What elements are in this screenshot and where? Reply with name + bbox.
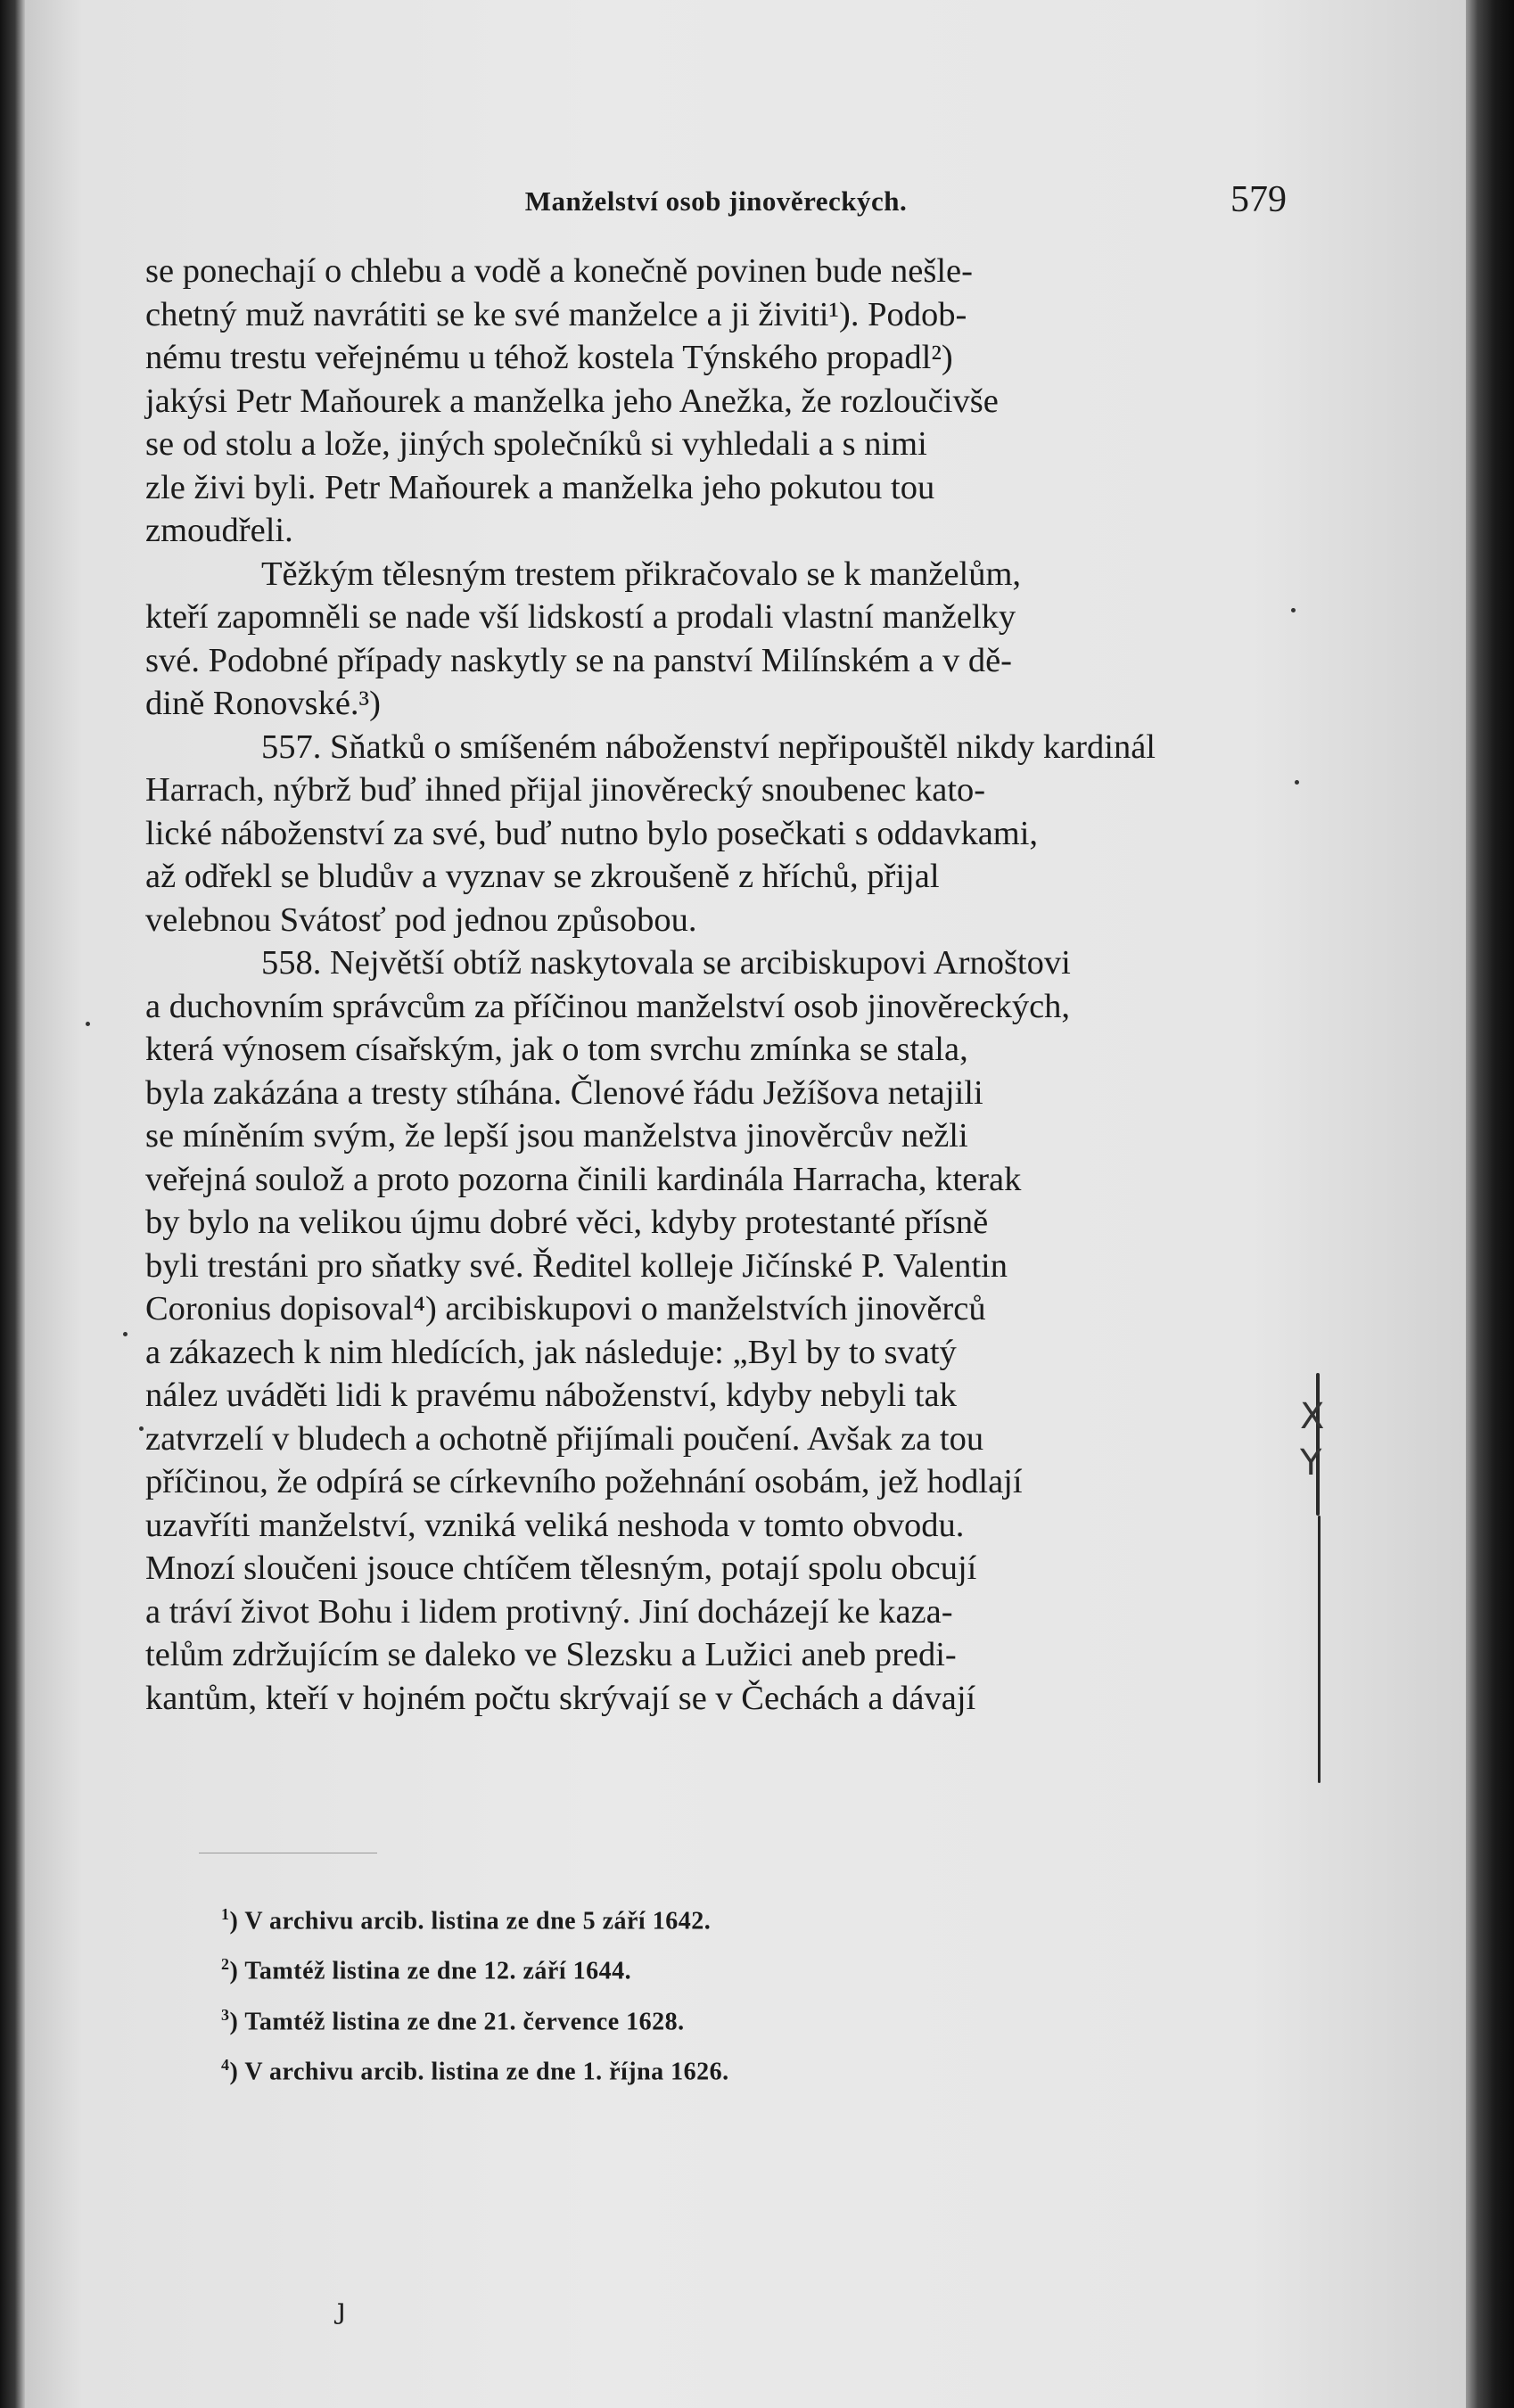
margin-dot	[139, 1426, 144, 1431]
text-line: až odřekl se bludův a vyznav se zkroušeně z hříchů, přijal	[145, 858, 940, 895]
text-line: byli trestáni pro sňatky své. Ředitel kolleje Jičínské P. Valentin	[145, 1246, 1008, 1285]
margin-dot	[1291, 608, 1296, 612]
text-line: zle živi byli. Petr Maňourek a manželka jeho pokutou tou	[145, 468, 935, 506]
text-line: se od stolu a lože, jiných společníků si vyhledali a s nimi	[145, 425, 927, 463]
margin-dot	[86, 1022, 90, 1026]
section-558-line: 558. Největší obtíž naskytovala se arcibiskupovi Arnoštovi	[261, 944, 1071, 982]
text-line: a duchovním správcům za příčinou manželství osob jinověreckých,	[145, 987, 1071, 1025]
footnote-3: $^3$) Tamtéž listina ze dne 21. července 1628.	[221, 2005, 685, 2035]
bottom-ink-mark: ȷ	[337, 2291, 346, 2325]
text-line: dině Ronovské.³)	[145, 685, 381, 722]
scan-right-edge	[1466, 0, 1514, 2408]
text-line: zmoudřeli.	[145, 512, 293, 549]
text-line: jakýsi Petr Maňourek a manželka jeho Anežka, že rozloučivše	[145, 382, 999, 420]
text-line: zatvrzelí v bludech a ochotně přijímali poučení. Avšak za tou	[145, 1419, 984, 1458]
body-text	[145, 250, 1287, 1720]
running-title: Manželství osob jinověreckých.	[524, 185, 908, 217]
text-line: velebnou Svátosť pod jednou způsobou.	[145, 900, 697, 939]
text-line: se ponechají o chlebu a vodě a konečně povinen bude nešle-	[145, 252, 973, 290]
text-line: a zákazech k nim hledících, jak následuje: „Byl by to svatý	[145, 1333, 957, 1371]
text-line: a tráví život Bohu i lidem protivný. Jiní docházejí ke kaza-	[145, 1592, 953, 1631]
section-557-line: 557. Sňatků o smíšeném náboženství nepřipouštěl nikdy kardinál	[261, 727, 1156, 766]
page-header	[145, 178, 1287, 232]
text-line: byla zakázána a tresty stíhána. Členové řádu Ježíšova netajili	[145, 1073, 983, 1112]
paragraph-start-line: Těžkým tělesným trestem přikračovalo se k manželům,	[261, 555, 1022, 593]
text-line: Harrach, nýbrž buď ihned přijal jinověrecký snoubenec kato-	[145, 771, 986, 809]
text-line: nému trestu veřejnému u téhož kostela Týnského propadl²)	[145, 339, 953, 376]
text-line: Mnozí sloučeni jsouce chtíčem tělesným, potají spolu obcují	[145, 1549, 977, 1587]
text-line: kantům, kteří v hojném počtu skrývají se v Čechách a dávají	[145, 1679, 976, 1717]
text-line: příčinou, že odpírá se církevního požehnání osobám, jež hodlají	[145, 1463, 1023, 1500]
scan-left-edge	[0, 0, 25, 2408]
margin-dot	[123, 1332, 128, 1336]
text-line: veřejná soulož a proto pozorna činili kardinála Harracha, kterak	[145, 1160, 1022, 1198]
page-number: 579	[1230, 179, 1287, 220]
margin-cross-mark: X	[1300, 1396, 1325, 1437]
text-line: uzavříti manželství, vzniká veliká neshoda v tomto obvodu.	[145, 1506, 965, 1544]
text-line: nález uváděti lidi k pravému náboženství, kdyby nebyli tak	[145, 1377, 957, 1414]
text-line: Coronius dopisoval⁴) arcibiskupovi o manželstvích jinověrců	[145, 1290, 986, 1327]
text-line: by bylo na velikou újmu dobré věci, kdyby protestanté přísně	[145, 1204, 989, 1241]
text-line: telům zdržujícím se daleko ve Slezsku a Lužici aneb predi-	[145, 1636, 957, 1673]
text-line: své. Podobné případy naskytly se na panství Milínském a v dě-	[145, 641, 1012, 679]
margin-dot	[1295, 780, 1299, 785]
text-line: se míněním svým, že lepší jsou manželstva jinověrcův nežli	[145, 1117, 968, 1155]
book-page	[25, 0, 1466, 2408]
footnotes	[145, 1853, 1287, 2093]
margin-cross-mark: Y	[1300, 1442, 1322, 1483]
text-line: kteří zapomněli se nade vší lidskostí a prodali vlastní manželky	[145, 598, 1016, 636]
footnote-4: $^4$) V archivu arcib. listina ze dne 1. října 1626.	[221, 2055, 729, 2086]
footnote-1: $^1$) V archivu arcib. listina ze dne 5 září 1642.	[221, 1905, 712, 1935]
margin-pencil-line	[1318, 1516, 1321, 1783]
text-line: která výnosem císařským, jak o tom svrchu zmínka se stala,	[145, 1031, 968, 1068]
footnote-2: $^2$) Tamtéž listina ze dne 12. září 1644.	[221, 1955, 632, 1985]
text-line: lické náboženství za své, buď nutno bylo posečkati s oddavkami,	[145, 814, 1039, 852]
text-line: chetný muž navrátiti se ke své manželce a ji živiti¹). Podob-	[145, 295, 967, 333]
